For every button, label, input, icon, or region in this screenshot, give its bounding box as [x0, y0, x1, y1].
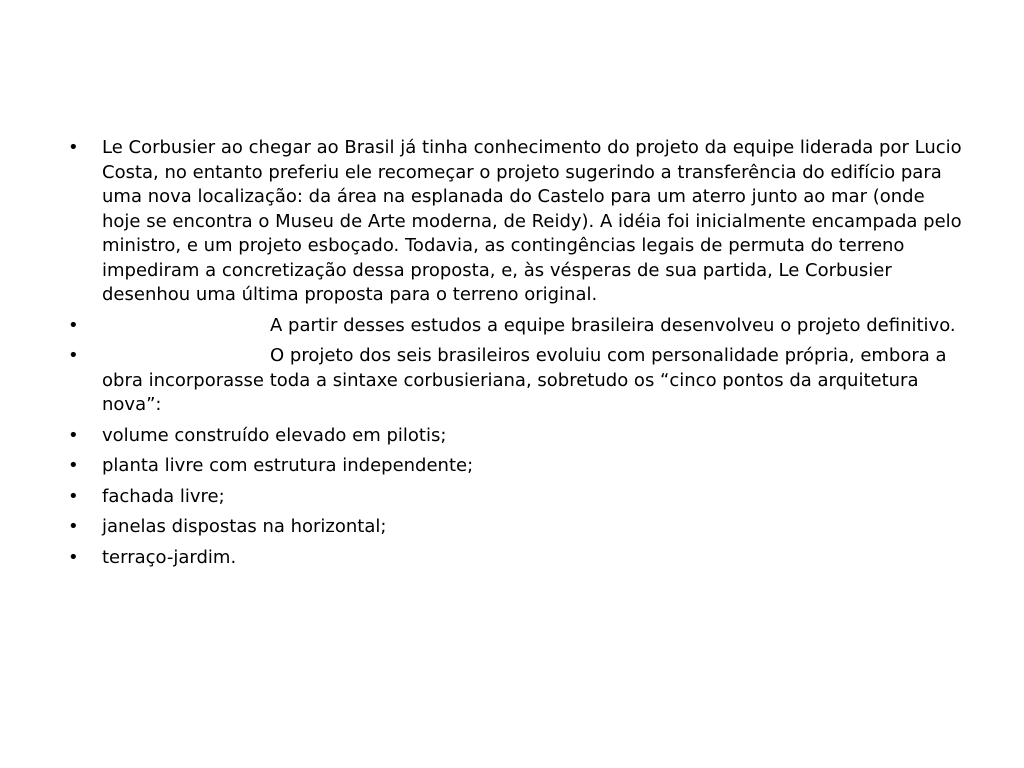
bullet-marker: •	[68, 546, 79, 568]
bullet-item-pilotis	[62, 424, 962, 449]
bullet-marker: •	[68, 424, 79, 446]
bullet-text: O projeto dos seis brasileiros evoluiu com personalidade própria, embora a obra incorporasse toda a sintaxe corbusieriana, sobretudo os “cinco pontos da arquitetura nova”:	[102, 345, 947, 415]
bullet-text: janelas dispostas na horizontal;	[102, 516, 387, 537]
bullet-text: fachada livre;	[102, 485, 225, 507]
bullet-marker: •	[68, 455, 79, 476]
bullet-marker: •	[68, 314, 79, 336]
bullet-item-janelas	[62, 515, 962, 540]
bullet-text: Le Corbusier ao chegar ao Brasil já tinha conhecimento do projeto da equipe liderada por Lucio Costa, no entanto preferiu ele recomeçar o projeto sugerindo a transferência do edifício para uma nova localização: da área na esplanada do Castelo para um aterro junto ao mar (onde hoje se encontra o Museu de Arte moderna, de Reidy). A idéia foi inicialmente encampada pelo ministro, e um projeto esboçado. Todavia, as contingências legais de permuta do terreno impediram a concretização dessa proposta, e, às vésperas de sua partida, Le Corbusier desenhou uma última proposta para o terreno original.	[102, 137, 962, 305]
bullet-list	[62, 136, 962, 576]
bullet-item-fachada-livre	[62, 485, 962, 510]
bullet-text: terraço-jardim.	[102, 546, 237, 568]
bullet-marker: •	[68, 485, 79, 507]
bullet-item-le-corbusier	[62, 136, 962, 308]
bullet-item-seis-brasileiros	[62, 344, 962, 418]
bullet-item-terraco-jardim	[62, 546, 962, 571]
bullet-marker: •	[68, 137, 79, 158]
bullet-text: volume construído elevado em pilotis;	[102, 424, 447, 446]
bullet-marker: •	[68, 345, 79, 366]
bullet-item-planta-livre	[62, 454, 962, 479]
bullet-item-equipe-brasileira	[62, 314, 962, 339]
bullet-text: planta livre com estrutura independente;	[102, 455, 474, 476]
bullet-text: A partir desses estudos a equipe brasileira desenvolveu o projeto definitivo.	[270, 314, 956, 336]
bullet-marker: •	[68, 516, 79, 537]
